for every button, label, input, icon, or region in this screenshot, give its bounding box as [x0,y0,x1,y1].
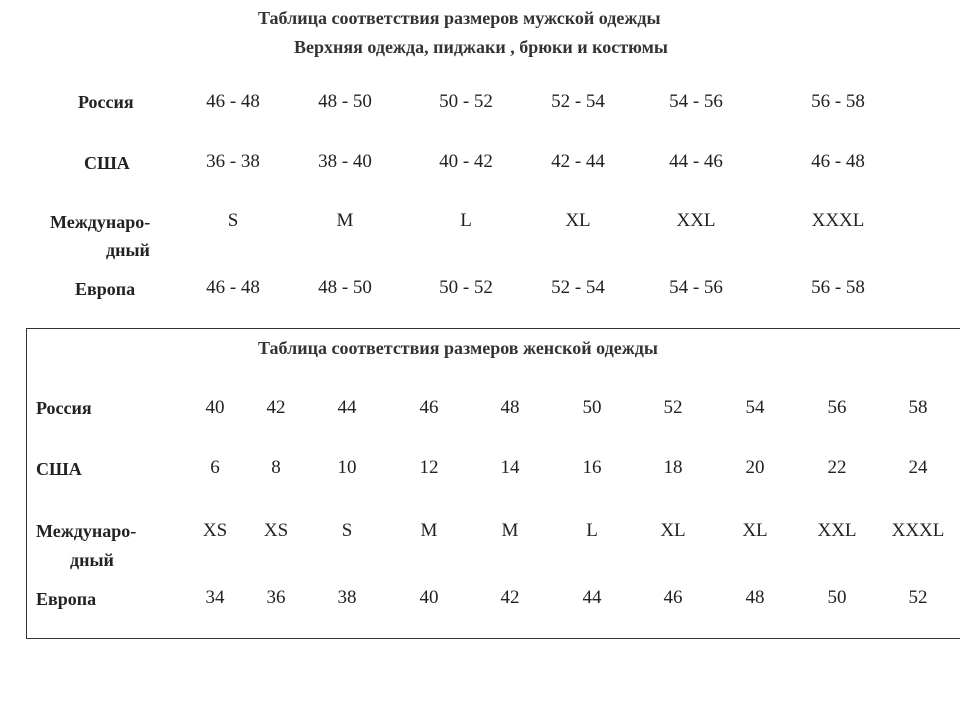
men-row-label-intl-line2: дный [106,240,150,260]
women-row-label-europe: Европа [36,589,97,609]
women-size-cell: L [586,520,598,541]
women-size-cell: 48 [500,397,520,418]
women-row-label-intl-line2: дный [70,550,114,570]
women-size-cell: 38 [337,587,357,608]
men-size-cell: 52 - 54 [551,91,605,112]
women-size-cell: 46 [663,587,683,608]
men-size-cell: 46 - 48 [206,277,260,298]
men-row-label-russia: Россия [78,92,134,112]
men-table-subtitle: Верхняя одежда, пиджаки , брюки и костюмы [294,37,668,57]
women-size-cell: 42 [500,587,520,608]
women-size-cell: 44 [582,587,602,608]
women-size-cell: 52 [663,397,683,418]
women-size-cell: 40 [419,587,439,608]
women-size-cell: 56 [827,397,847,418]
men-size-cell: 46 - 48 [206,91,260,112]
men-size-cell: XXXL [811,210,865,231]
women-row-label-russia: Россия [36,398,92,418]
women-size-cell: XS [202,520,228,541]
women-size-cell: XL [660,520,686,541]
men-row-label-intl-line1: Междунаро- [50,212,151,232]
men-size-cell: 54 - 56 [669,91,723,112]
women-size-cell: 44 [337,397,357,418]
men-size-cell: M [336,210,354,231]
women-size-cell: 58 [908,397,928,418]
women-size-cell: XXL [817,520,857,541]
women-size-cell: 42 [266,397,286,418]
men-size-cell: XL [565,210,591,231]
women-size-cell: 50 [582,397,602,418]
men-size-cell: 46 - 48 [811,151,865,172]
men-size-cell: 48 - 50 [318,277,372,298]
women-size-cell: M [501,520,519,541]
men-size-cell: 56 - 58 [811,91,865,112]
women-size-cell: 54 [745,397,765,418]
women-size-cell: 46 [419,397,439,418]
women-size-cell: 36 [266,587,286,608]
men-row-label-usa: США [84,153,130,173]
women-size-cell: 52 [908,587,928,608]
men-size-cell: 50 - 52 [439,277,493,298]
women-size-cell: XXXL [891,520,945,541]
men-size-cell: S [227,210,239,231]
women-size-cell: 10 [337,457,357,478]
women-table-title: Таблица соответствия размеров женской одежды [258,338,658,358]
men-size-cell: XXL [676,210,716,231]
men-size-cell: 50 - 52 [439,91,493,112]
men-size-cell: 42 - 44 [551,151,605,172]
women-row-label-usa: США [36,459,82,479]
women-size-cell: 48 [745,587,765,608]
men-size-cell: 38 - 40 [318,151,372,172]
men-size-cell: L [460,210,472,231]
women-size-cell: 8 [271,457,281,478]
men-size-cell: 36 - 38 [206,151,260,172]
men-size-cell: 44 - 46 [669,151,723,172]
women-size-cell: 24 [908,457,928,478]
men-size-cell: 56 - 58 [811,277,865,298]
women-size-cell: 34 [205,587,225,608]
women-size-cell: XS [263,520,289,541]
women-size-cell: M [420,520,438,541]
women-size-cell: XL [742,520,768,541]
men-size-cell: 54 - 56 [669,277,723,298]
women-size-cell: S [341,520,353,541]
men-size-cell: 48 - 50 [318,91,372,112]
women-size-cell: 20 [745,457,765,478]
women-size-cell: 12 [419,457,439,478]
women-size-cell: 6 [210,457,220,478]
women-row-label-intl-line1: Междунаро- [36,521,137,541]
women-size-cell: 16 [582,457,602,478]
women-size-cell: 14 [500,457,520,478]
men-size-cell: 52 - 54 [551,277,605,298]
women-size-cell: 50 [827,587,847,608]
men-size-cell: 40 - 42 [439,151,493,172]
men-row-label-europe: Европа [75,279,136,299]
women-size-cell: 40 [205,397,225,418]
women-size-cell: 22 [827,457,847,478]
men-table-title: Таблица соответствия размеров мужской одежды [258,8,661,28]
women-size-cell: 18 [663,457,683,478]
